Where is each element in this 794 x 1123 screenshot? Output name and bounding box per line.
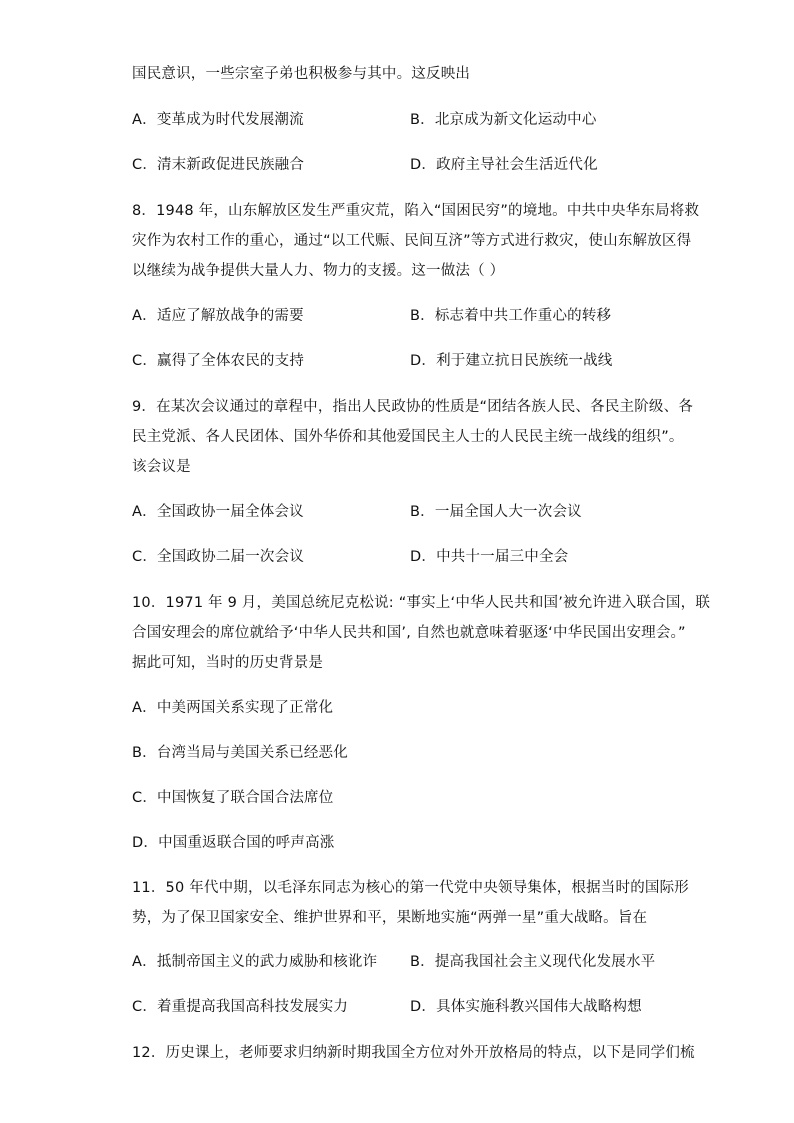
- q9-stem-line-2: 民主党派、各人民团体、国外华侨和其他爱国民主人士的人民民主统一战线的组织”。: [132, 429, 684, 445]
- q8-stem-line-1: 8．1948 年，山东解放区发生严重灾荒，陷入“国困民穷”的境地。中共中央华东局将救: [132, 203, 700, 219]
- q7-option-d: D．政府主导社会生活近代化: [410, 157, 598, 173]
- q11-option-d: D．具体实施科教兴国伟大战略构想: [410, 999, 642, 1015]
- q12-stem-line-1: 12．历史课上，老师要求归纳新时期我国全方位对外开放格局的特点，以下是同学们梳: [132, 1045, 695, 1061]
- q9-stem-line-3: 该会议是: [132, 459, 191, 475]
- q8-stem-line-2: 灾作为农村工作的重心，通过“以工代赈、民间互济”等方式进行救灾，使山东解放区得: [132, 233, 692, 249]
- q10-stem-line-1: 10．1971 年 9 月，美国总统尼克松说: “事实上‘中华人民共和国’被允许进入联合国，联: [132, 595, 711, 611]
- intro-text-line: 国民意识，一些宗室子弟也积极参与其中。这反映出: [132, 66, 471, 82]
- q7-option-b: B．北京成为新文化运动中心: [410, 112, 597, 128]
- q7-option-a: A．变革成为时代发展潮流: [132, 112, 304, 128]
- q11-option-a: A．抵制帝国主义的武力威胁和核讹诈: [132, 954, 378, 970]
- q8-option-b: B．标志着中共工作重心的转移: [410, 308, 612, 324]
- q10-stem-line-2: 合国安理会的席位就给予‘中华人民共和国’, 自然也就意味着驱逐‘中华民国出安理会。”: [132, 625, 686, 641]
- q10-option-b: B．台湾当局与美国关系已经恶化: [132, 745, 348, 761]
- q9-option-c: C．全国政协二届一次会议: [132, 549, 305, 565]
- q9-option-b: B．一届全国人大一次会议: [410, 504, 582, 520]
- q10-option-c: C．中国恢复了联合国合法席位: [132, 790, 334, 806]
- q10-option-a: A．中美两国关系实现了正常化: [132, 700, 334, 716]
- q8-option-d: D．利于建立抗日民族统一战线: [410, 353, 613, 369]
- q10-stem-line-3: 据此可知，当时的历史背景是: [132, 655, 324, 671]
- q9-stem-line-1: 9．在某次会议通过的章程中，指出人民政协的性质是“团结各族人民、各民主阶级、各: [132, 399, 694, 415]
- q10-option-d: D．中国重返联合国的呼声高涨: [132, 835, 335, 851]
- q8-option-a: A．适应了解放战争的需要: [132, 308, 304, 324]
- q11-option-b: B．提高我国社会主义现代化发展水平: [410, 954, 656, 970]
- q7-option-c: C．清末新政促进民族融合: [132, 157, 305, 173]
- q11-stem-line-2: 势，为了保卫国家安全、维护世界和平，果断地实施“两弹一星”重大战略。旨在: [132, 910, 648, 926]
- q8-stem-line-3: 以继续为战争提供大量人力、物力的支援。这一做法（ ）: [132, 263, 505, 279]
- q9-option-a: A．全国政协一届全体会议: [132, 504, 304, 520]
- q8-option-c: C．赢得了全体农民的支持: [132, 353, 305, 369]
- q11-stem-line-1: 11．50 年代中期，以毛泽东同志为核心的第一代党中央领导集体，根据当时的国际形: [132, 880, 690, 896]
- q11-option-c: C．着重提高我国高科技发展实力: [132, 999, 349, 1015]
- q9-option-d: D．中共十一届三中全会: [410, 549, 569, 565]
